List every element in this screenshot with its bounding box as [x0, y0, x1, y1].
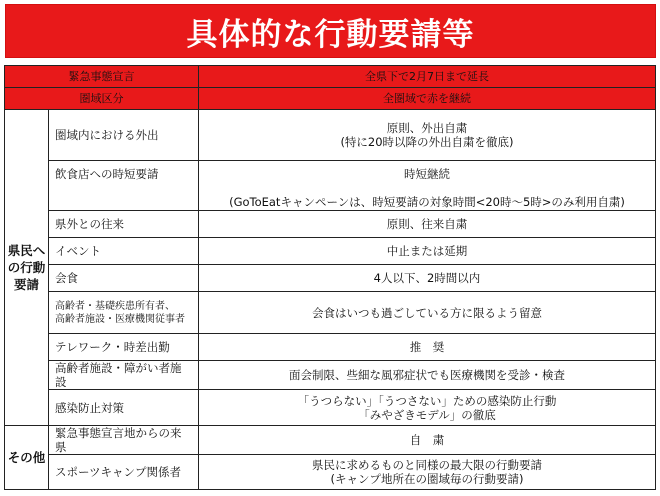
row-item: 緊急事態宣言地からの来県	[49, 426, 199, 455]
header-row-zone	[5, 88, 656, 110]
row-item-line: 高齢者施設・医療機関従事者	[55, 313, 185, 325]
header-label-zone: 圏域区分	[5, 88, 199, 110]
row-item: テレワーク・時差出勤	[49, 334, 199, 361]
header-value-emergency: 全県下で2月7日まで延長	[199, 66, 656, 88]
row-item: 高齢者施設・障がい者施設	[49, 361, 199, 390]
category-other	[5, 426, 49, 490]
row-value-line	[205, 181, 649, 195]
row-value	[199, 455, 656, 490]
category-residents	[5, 110, 49, 426]
row-item: スポーツキャンプ関係者	[49, 455, 199, 490]
row-value: 自 粛	[199, 426, 656, 455]
table-row	[5, 334, 656, 361]
requests-table	[4, 65, 656, 490]
row-value-line: 県民に求めるものと同様の最大限の行動要請	[312, 458, 542, 472]
row-value: 面会制限、些細な風邪症状でも医療機関を受診・検査	[199, 361, 656, 390]
row-item: 感染防止対策	[49, 390, 199, 426]
table-row	[5, 361, 656, 390]
row-value-line: 「うつらない」「うつさない」ための感染防止行動	[297, 393, 557, 408]
row-item-line: 高齢者・基礎疾患所有者、	[55, 300, 175, 312]
row-value-line: (キャンプ地所在の圏域毎の行動要請)	[330, 472, 524, 486]
category-residents-label: 県民への行動要請	[7, 243, 46, 292]
table-row	[5, 455, 656, 490]
table-row	[5, 292, 656, 334]
row-value: 推 奨	[199, 334, 656, 361]
table-row	[5, 265, 656, 292]
row-item: 県外との往来	[49, 211, 199, 238]
row-value: 4人以下、2時間以内	[199, 265, 656, 292]
row-item: 飲食店への時短要請	[49, 161, 199, 211]
table-row	[5, 426, 656, 455]
title-banner	[5, 4, 656, 58]
table-row	[5, 161, 656, 211]
table-row	[5, 390, 656, 426]
table-row	[5, 110, 656, 161]
header-value-zone: 全圏域で赤を継続	[199, 88, 656, 110]
row-value-line: 「みやざきモデル」の徹底	[358, 407, 496, 422]
row-value	[199, 390, 656, 426]
table-row	[5, 211, 656, 238]
row-item	[49, 292, 199, 334]
row-item: イベント	[49, 238, 199, 265]
row-value: 原則、往来自粛	[199, 211, 656, 238]
row-value: 中止または延期	[199, 238, 656, 265]
table-row	[5, 238, 656, 265]
row-value-line: (特に20時以降の外出自粛を徹底)	[340, 135, 514, 149]
row-item: 圏域内における外出	[49, 110, 199, 161]
page-title: 具体的な行動要請等	[186, 16, 475, 53]
row-value-line: 原則、外出自粛	[386, 121, 468, 135]
row-value: 会食はいつも過ごしている方に限るよう留意	[199, 292, 656, 334]
row-value	[199, 110, 656, 161]
row-value-line: 時短継続	[404, 167, 450, 181]
row-item: 会食	[49, 265, 199, 292]
row-value-line: (GoToEatキャンペーンは、時短要請の対象時間<20時～5時>のみ利用自粛)	[229, 195, 625, 209]
header-label-emergency: 緊急事態宣言	[5, 66, 199, 88]
category-other-label: その他	[7, 450, 46, 465]
row-value	[199, 161, 656, 211]
header-row-emergency	[5, 66, 656, 88]
